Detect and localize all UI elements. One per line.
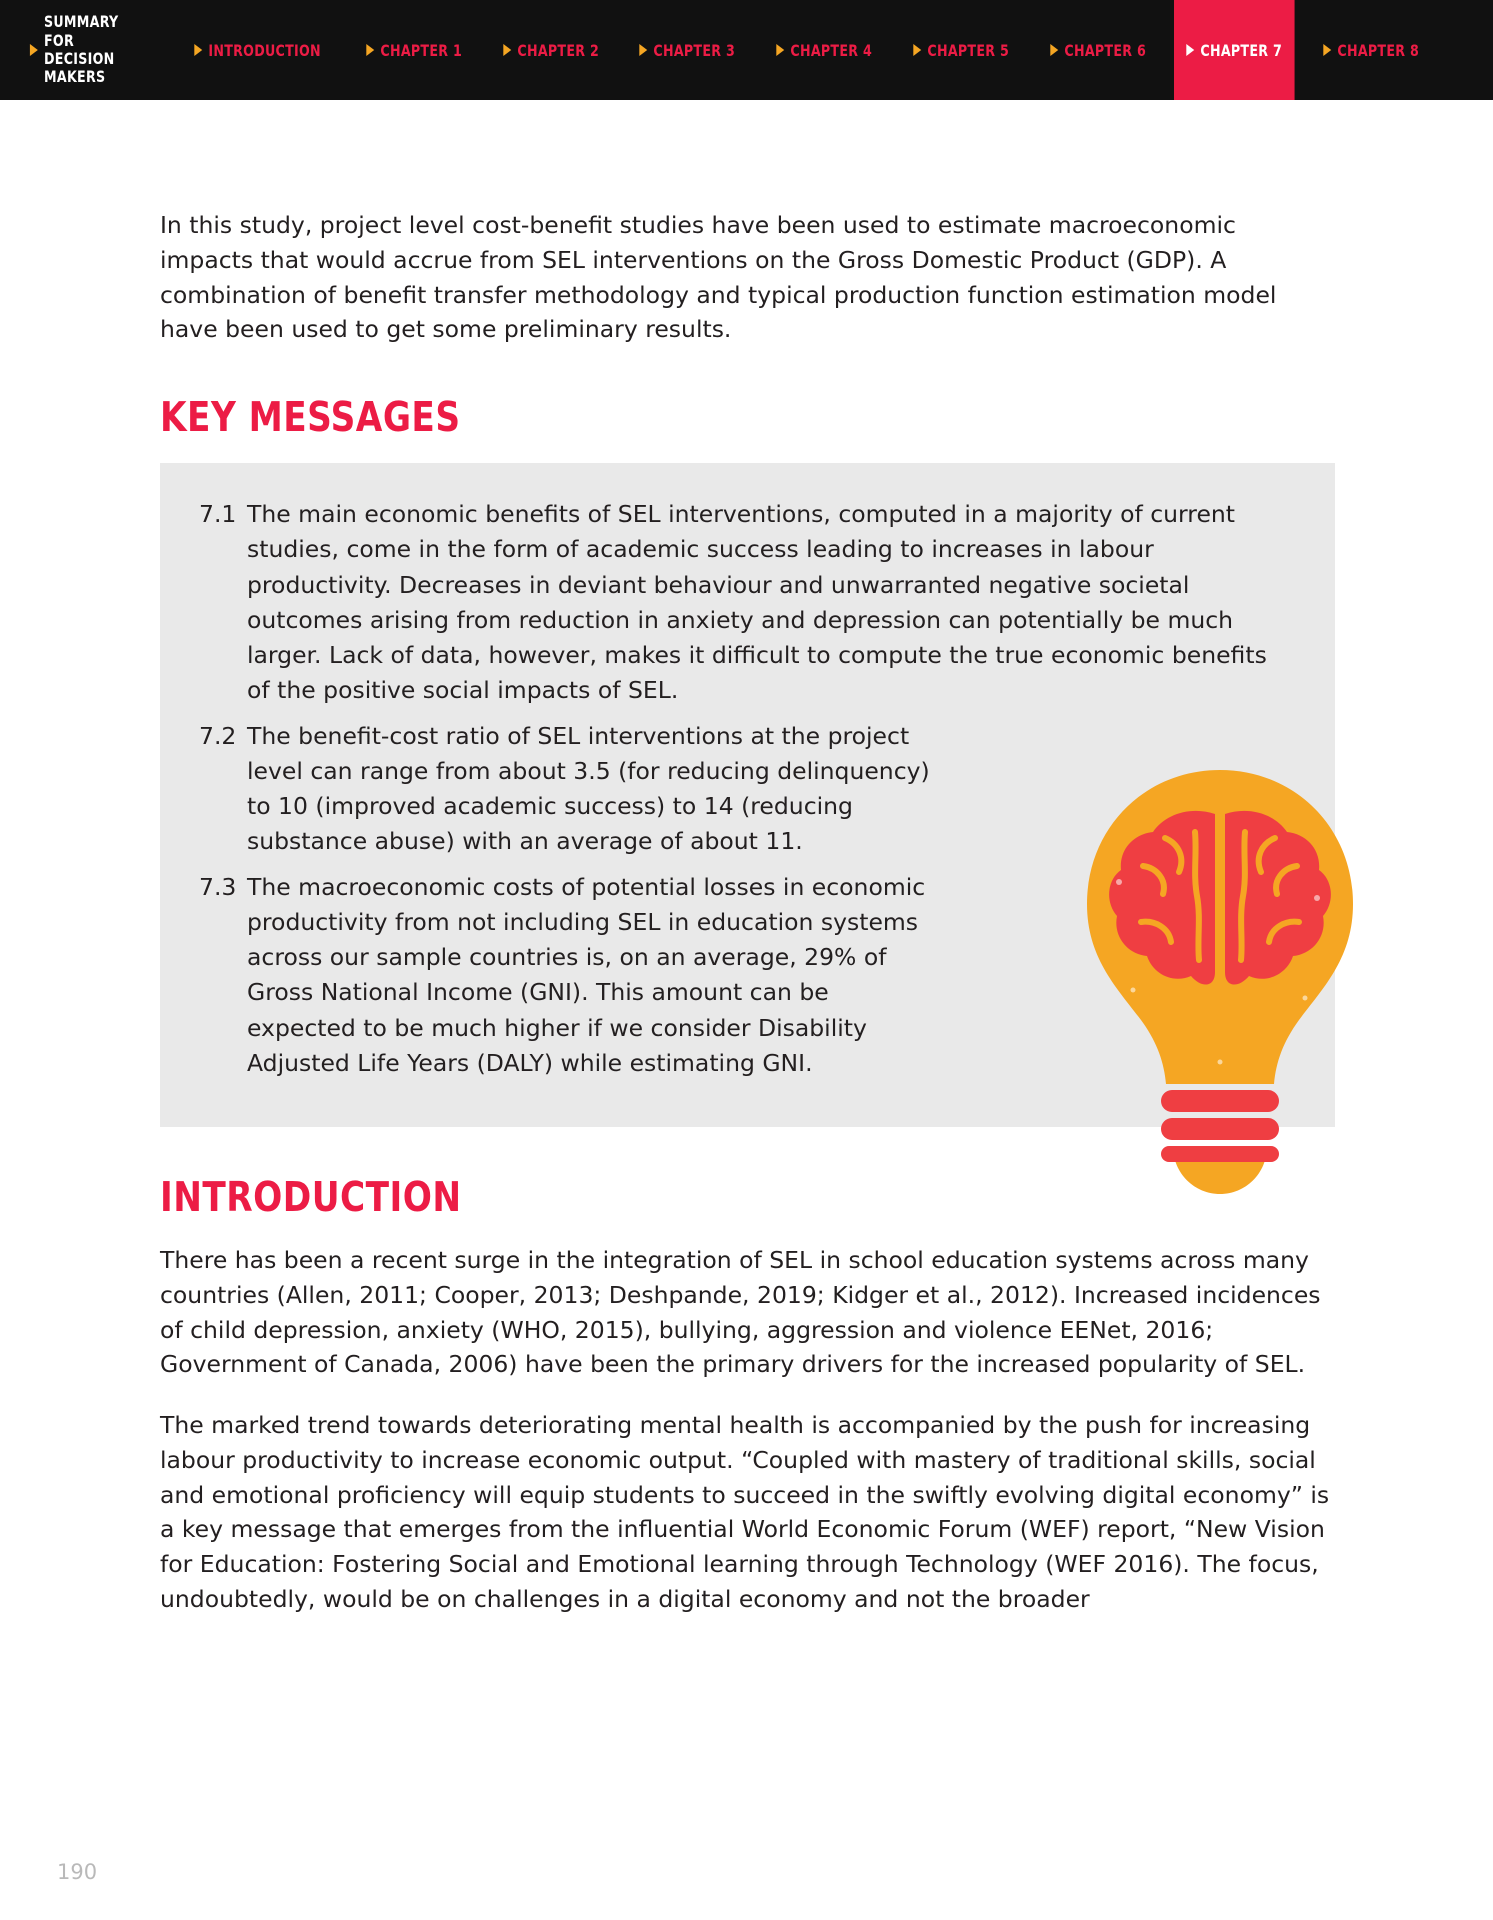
- triangle-right-icon: [1050, 44, 1058, 56]
- key-messages-heading: KEY MESSAGES: [160, 393, 461, 442]
- nav-item-chapter-8[interactable]: [1311, 0, 1431, 100]
- nav-item-chapter-3[interactable]: [627, 0, 747, 100]
- chapter-navigation-bar: [0, 0, 1493, 100]
- key-message-number: 7.3: [199, 872, 237, 901]
- nav-item-label: CHAPTER 1: [380, 40, 462, 60]
- key-message-text: The benefit-cost ratio of SEL interventions at the project level can range from about 3.5 (for reducing delinquency) to 10 (improved academic success) to 14 (reducing substance abuse) with an average of about 11.: [247, 721, 930, 856]
- triangle-right-icon: [1187, 44, 1195, 56]
- triangle-right-icon: [503, 44, 511, 56]
- triangle-right-icon: [1323, 44, 1331, 56]
- introduction-heading: INTRODUCTION: [160, 1173, 462, 1222]
- key-message-text: The main economic benefits of SEL interventions, computed in a majority of current studies, come in the form of academic success leading to increases in labour productivity. Decreases in deviant behaviour and unwarranted negative societal outcomes arising from reduction in anxiety and depression can potentially be much larger. Lack of data, however, makes it difficult to compute the true economic benefits of the positive social impacts of SEL.: [247, 500, 1267, 705]
- key-messages-box: [160, 463, 1335, 1127]
- intro-paragraph: In this study, project level cost-benefit studies have been used to estimate macroeconomic impacts that would accrue from SEL interventions on the Gross Domestic Product (GDP). A combination of benefit transfer methodology and typical production function estimation model have been used to get some preliminary results.: [160, 211, 1277, 344]
- nav-item-label: CHAPTER 8: [1337, 40, 1420, 60]
- nav-item-label: CHAPTER 4: [790, 40, 873, 60]
- nav-item-chapter-4[interactable]: [764, 0, 884, 100]
- nav-item-introduction[interactable]: [182, 0, 333, 100]
- key-message-item: [185, 719, 1295, 860]
- nav-item-label: CHAPTER 2: [516, 40, 599, 60]
- triangle-right-icon: [366, 44, 374, 56]
- introduction-paragraph-2: The marked trend towards deteriorating mental health is accompanied by the push for increasing labour productivity to increase economic output. “Coupled with mastery of traditional skills, social and emotional proficiency will equip students to succeed in the swiftly evolving digital economy” is a key message that emerges from the influential World Economic Forum (WEF) report, “New Vision for Education: Fostering Social and Emotional learning through Technology (WEF 2016). The focus, undoubtedly, would be on challenges in a digital economy and not the broader: [160, 1411, 1330, 1613]
- nav-item-chapter-7[interactable]: [1174, 0, 1294, 100]
- nav-item-label: CHAPTER 6: [1064, 40, 1146, 60]
- key-message-text: The macroeconomic costs of potential losses in economic productivity from not including SEL in education systems across our sample countries is, on an average, 29% of Gross National Income (GNI). This amount can be expected to be much higher if we consider Disability Adjusted Life Years (DALY) while estimating GNI.: [247, 872, 926, 1077]
- key-message-number: 7.1: [199, 500, 237, 529]
- page-number: 190: [57, 1860, 98, 1884]
- triangle-right-icon: [776, 44, 784, 56]
- nav-item-label: CHAPTER 5: [927, 40, 1009, 60]
- nav-item-chapter-1[interactable]: [354, 0, 474, 100]
- key-message-item: [185, 870, 1295, 1082]
- triangle-right-icon: [194, 44, 202, 56]
- key-message-number: 7.2: [199, 721, 237, 750]
- page-content: [160, 208, 1335, 1643]
- nav-item-summary-for-decision-makers[interactable]: [0, 0, 160, 100]
- triangle-right-icon: [640, 44, 648, 56]
- nav-item-label: SUMMARY FOR DECISION MAKERS: [44, 12, 119, 87]
- nav-item-label: CHAPTER 7: [1200, 40, 1283, 60]
- nav-item-chapter-2[interactable]: [491, 0, 611, 100]
- document-page: [0, 100, 1493, 1920]
- nav-item-chapter-5[interactable]: [901, 0, 1021, 100]
- key-message-item: [185, 497, 1295, 709]
- triangle-right-icon: [30, 44, 38, 56]
- nav-item-label: INTRODUCTION: [208, 40, 321, 60]
- introduction-paragraph-1: There has been a recent surge in the integration of SEL in school education systems across many countries (Allen, 2011; Cooper, 2013; Deshpande, 2019; Kidger et al., 2012). Increased incidences of child depression, anxiety (WHO, 2015), bullying, aggression and violence EENet, 2016; Government of Canada, 2006) have been the primary drivers for the increased popularity of SEL.: [160, 1246, 1321, 1379]
- nav-item-chapter-6[interactable]: [1038, 0, 1158, 100]
- nav-item-label: CHAPTER 3: [653, 40, 736, 60]
- triangle-right-icon: [913, 44, 921, 56]
